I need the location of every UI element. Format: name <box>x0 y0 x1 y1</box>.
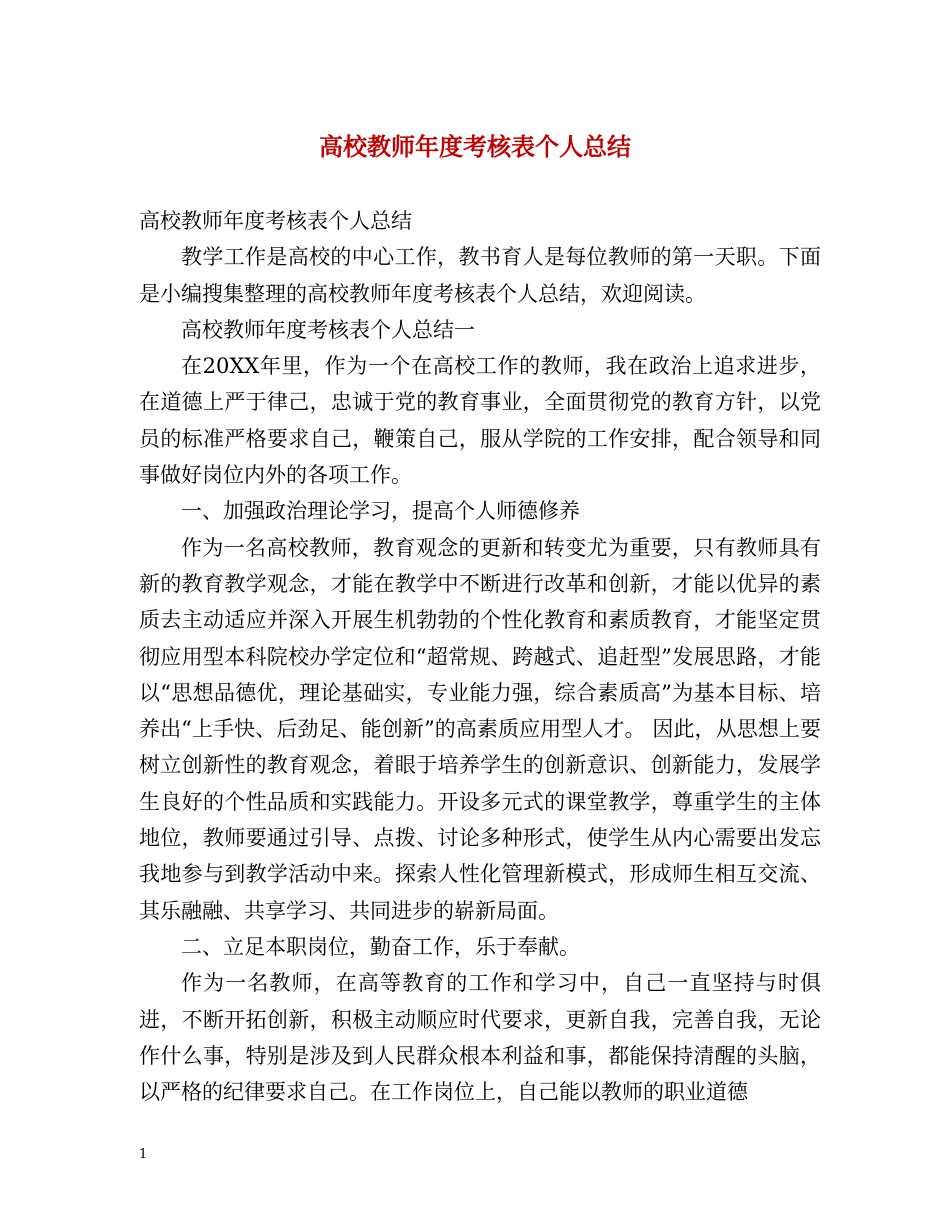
paragraph: 高校教师年度考核表个人总结 <box>139 209 412 233</box>
paragraph: 作为一名教师，在高等教育的工作和学习中，自己一直坚持与时俱进，不断开拓创新，积极主动顺应时代要求，更新自我，完善自我，无论作什么事，特别是涉及到人民群众根本利益和事，都能保持清醒的头脑，以严格的纪律要求自己。在工作岗位上，自己能以教师的职业道德 <box>139 971 821 1105</box>
paragraph: 高校教师年度考核表个人总结一 <box>181 317 475 342</box>
document-title: 高校教师年度考核表个人总结 <box>319 132 631 161</box>
document-body <box>139 203 821 1110</box>
paragraph: 在20XX年里，作为一个在高校工作的教师，我在政治上追求进步，在道德上严于律己，忠诚于党的教育事业，全面贯彻党的教育方针，以党员的标准严格要求自己，鞭策自己，服从学院的工作安排，配合领导和同事做好岗位内外的各项工作。 <box>139 354 821 488</box>
paragraph: 教学工作是高校的中心工作，教书育人是每位教师的第一天职。下面是小编搜集整理的高校教师年度考核表个人总结，欢迎阅读。 <box>139 245 821 306</box>
section-heading: 一、加强政治理论学习，提高个人师德修养 <box>181 499 580 524</box>
page-number: 1 <box>139 1147 148 1162</box>
section-heading: 二、立足本职岗位，勤奋工作，乐于奉献。 <box>181 934 580 959</box>
paragraph: 作为一名高校教师，教育观念的更新和转变尤为重要，只有教师具有新的教育教学观念，才能在教学中不断进行改革和创新，才能以优异的素质去主动适应并深入开展生机勃勃的个性化教育和素质教育，才能坚定贯彻应用型本科院校办学定位和“超常规、跨越式、追赶型”发展思路，才能以“思想品德优，理论基础实，专业能力强，综合素质高”为基本目标、培养出“上手快、后劲足、能创新”的高素质应用型人才。 因此，从思想上要树立创新性的教育观念，着眼于培养学生的创新意识、创新能力，发展学生良好的个性品质和实践能力。开设多元式的课堂教学，尊重学生的主体地位，教师要通过引导、点拨、讨论多种形式，使学生从内心需要出发忘我地参与到教学活动中来。探索人性化管理新模式，形成师生相互交流、其乐融融、共享学习、共同进步的崭新局面。 <box>139 535 821 923</box>
